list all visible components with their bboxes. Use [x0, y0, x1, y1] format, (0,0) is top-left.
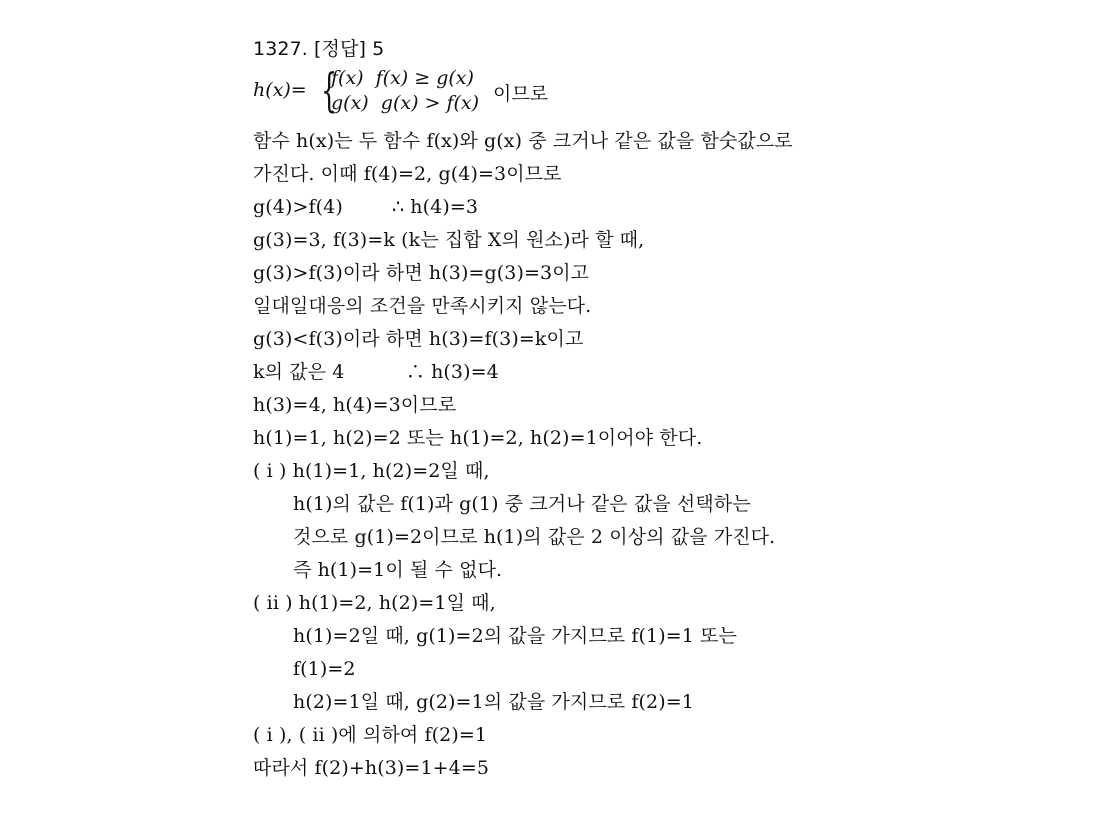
- problem-header: 1327. [정답] 5: [253, 38, 385, 60]
- piecewise-lhs: h(x)=: [253, 79, 307, 101]
- solution-line: g(3)>f(3)이라 하면 h(3)=g(3)=3이고: [253, 262, 590, 284]
- solution-line: g(3)<f(3)이라 하면 h(3)=f(3)=k이고: [253, 328, 584, 350]
- piecewise-case-1: f(x) f(x) ≥ g(x): [331, 67, 474, 89]
- solution-line: h(3)=4, h(4)=3이므로: [253, 394, 457, 416]
- solution-line: g(3)=3, f(3)=k (k는 집합 X의 원소)라 할 때,: [253, 229, 645, 251]
- solution-line: 가진다. 이때 f(4)=2, g(4)=3이므로: [253, 163, 562, 185]
- solution-line: 것으로 g(1)=2이므로 h(1)의 값은 2 이상의 값을 가진다.: [293, 526, 776, 548]
- solution-line: f(1)=2: [293, 658, 356, 680]
- piecewise-tail: 이므로: [493, 83, 549, 105]
- solution-line: h(1)=1, h(2)=2 또는 h(1)=2, h(2)=1이어야 한다.: [253, 427, 703, 449]
- solution-line: 즉 h(1)=1이 될 수 없다.: [293, 559, 503, 581]
- piecewise-definition: [253, 63, 613, 121]
- solution-line: ( i ), ( ii )에 의하여 f(2)=1: [253, 724, 488, 746]
- left-brace-icon: {: [321, 63, 338, 117]
- solution-line: 일대일대응의 조건을 만족시키지 않는다.: [253, 295, 592, 317]
- solution-line: k의 값은 4 ∴ h(3)=4: [253, 361, 499, 383]
- solution-line: 함수 h(x)는 두 함수 f(x)와 g(x) 중 크거나 같은 값을 함숫값으로: [253, 130, 793, 152]
- solution-line: h(1)=2일 때, g(1)=2의 값을 가지므로 f(1)=1 또는: [293, 625, 737, 647]
- solution-line: g(4)>f(4) ∴ h(4)=3: [253, 196, 479, 218]
- case-heading: ( ii ) h(1)=2, h(2)=1일 때,: [253, 592, 496, 614]
- case-heading: ( i ) h(1)=1, h(2)=2일 때,: [253, 460, 490, 482]
- solution-line: h(2)=1일 때, g(2)=1의 값을 가지므로 f(2)=1: [293, 691, 694, 713]
- piecewise-case-2: g(x) g(x) > f(x): [331, 92, 480, 114]
- final-answer-line: 따라서 f(2)+h(3)=1+4=5: [253, 757, 490, 779]
- solution-line: h(1)의 값은 f(1)과 g(1) 중 크거나 같은 값을 선택하는: [293, 493, 751, 515]
